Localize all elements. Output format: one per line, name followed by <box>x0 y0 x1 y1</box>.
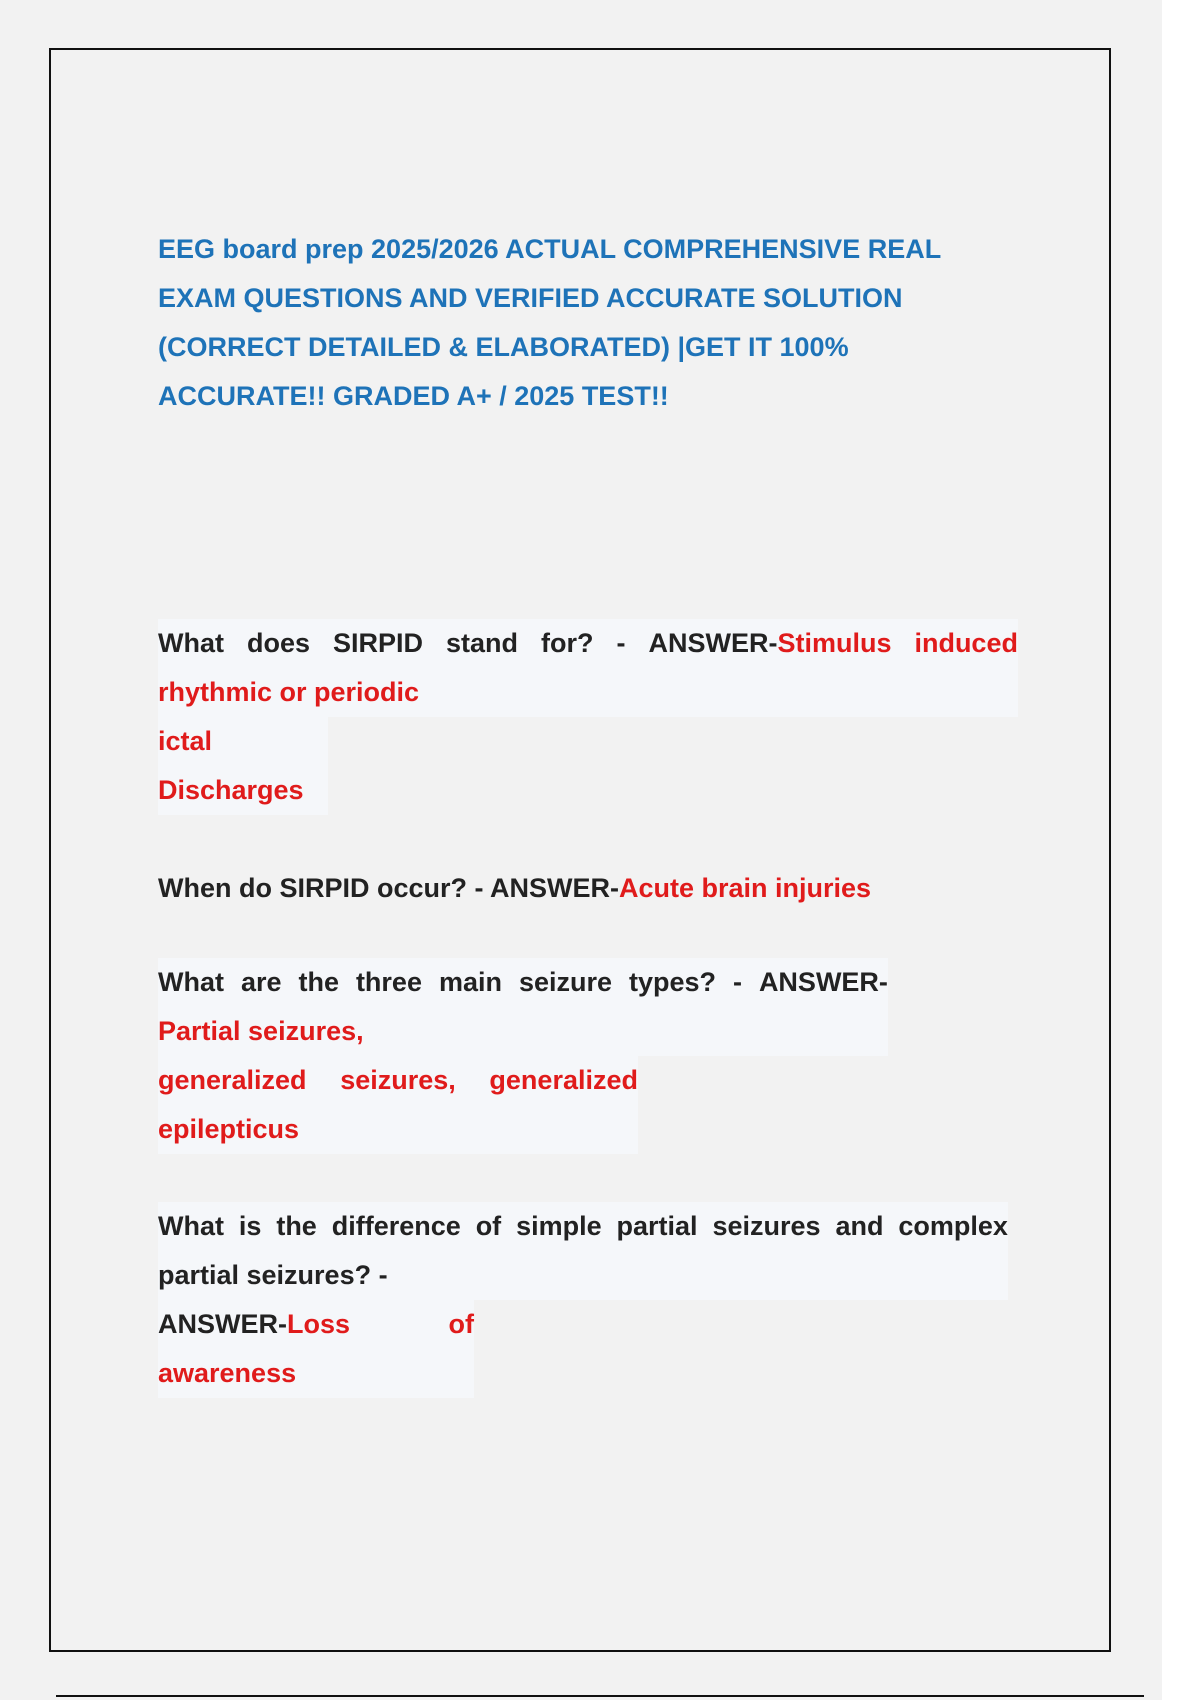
question-line: partial seizures? - <box>158 1260 388 1290</box>
answer-line: epilepticus <box>158 1114 300 1144</box>
answer-text: Acute brain injuries <box>619 873 872 903</box>
answer-word: generalized <box>489 1065 638 1095</box>
question-word: - <box>616 628 626 658</box>
question-line <box>158 1202 1008 1251</box>
viewer-background-strip <box>1162 0 1200 1700</box>
answer-prefix: ANSWER- <box>158 1309 287 1339</box>
qa-shade <box>158 1202 1008 1300</box>
answer-prefix: ANSWER- <box>648 628 778 658</box>
question-word: simple <box>516 1211 602 1241</box>
question-word: main <box>438 967 502 997</box>
question-line <box>158 864 871 913</box>
qa-shade <box>158 619 1018 717</box>
question-word: are <box>240 967 282 997</box>
answer-word: Stimulus <box>777 628 892 658</box>
question-word: three <box>355 967 422 997</box>
question-word: stand <box>446 628 519 658</box>
answer-word: induced <box>914 628 1018 658</box>
question-answer-join <box>648 619 891 668</box>
question-text: When do SIRPID occur? - ANSWER- <box>158 873 619 903</box>
qa-item-2 <box>158 864 871 913</box>
answer-line <box>158 1300 474 1349</box>
qa-item-4 <box>158 1202 1008 1398</box>
question-word: difference <box>331 1211 461 1241</box>
answer-line: rhythmic or periodic <box>158 677 420 707</box>
question-word: is <box>238 1211 262 1241</box>
question-word: - <box>732 967 742 997</box>
question-word: What <box>158 628 224 658</box>
question-word: and <box>835 1211 884 1241</box>
title-line: EEG board prep 2025/2026 ACTUAL COMPREHENSIVE REAL <box>158 234 942 264</box>
qa-shade <box>158 717 328 815</box>
qa-shade <box>158 1300 474 1398</box>
question-word: types? <box>628 967 716 997</box>
answer-word: of <box>448 1309 474 1339</box>
question-word: for? <box>541 628 594 658</box>
title-line: ACCURATE!! GRADED A+ / 2025 TEST!! <box>158 381 669 411</box>
question-word: seizures <box>712 1211 821 1241</box>
answer-prefix: ANSWER- <box>758 967 888 997</box>
answer-line: Discharges <box>158 775 304 805</box>
answer-line: awareness <box>158 1358 297 1388</box>
title-line: (CORRECT DETAILED & ELABORATED) |GET IT 100% <box>158 332 849 362</box>
answer-line: Partial seizures, <box>158 1016 364 1046</box>
next-page-edge <box>56 1695 1144 1697</box>
answer-line: ictal <box>158 726 213 756</box>
qa-shade <box>158 1056 638 1154</box>
document-title <box>158 225 998 421</box>
title-line: EXAM QUESTIONS AND VERIFIED ACCURATE SOLUTION <box>158 283 903 313</box>
question-word: seizure <box>518 967 612 997</box>
question-word: SIRPID <box>332 628 424 658</box>
question-word: complex <box>898 1211 1008 1241</box>
question-line <box>158 619 1018 668</box>
answer-word: generalized <box>158 1065 307 1095</box>
question-word: of <box>475 1211 502 1241</box>
question-word: What <box>158 1211 224 1241</box>
answer-line <box>158 1056 638 1105</box>
question-line <box>158 958 888 1007</box>
qa-item-1 <box>158 619 1018 815</box>
qa-shade <box>158 958 888 1056</box>
question-word: partial <box>616 1211 698 1241</box>
question-word: the <box>276 1211 317 1241</box>
question-word: What <box>158 967 224 997</box>
question-word: the <box>298 967 339 997</box>
answer-word: seizures, <box>340 1065 456 1095</box>
answer-word: Loss <box>287 1309 351 1339</box>
question-word: does <box>246 628 310 658</box>
question-answer-join <box>158 1300 350 1349</box>
qa-item-3 <box>158 958 888 1154</box>
